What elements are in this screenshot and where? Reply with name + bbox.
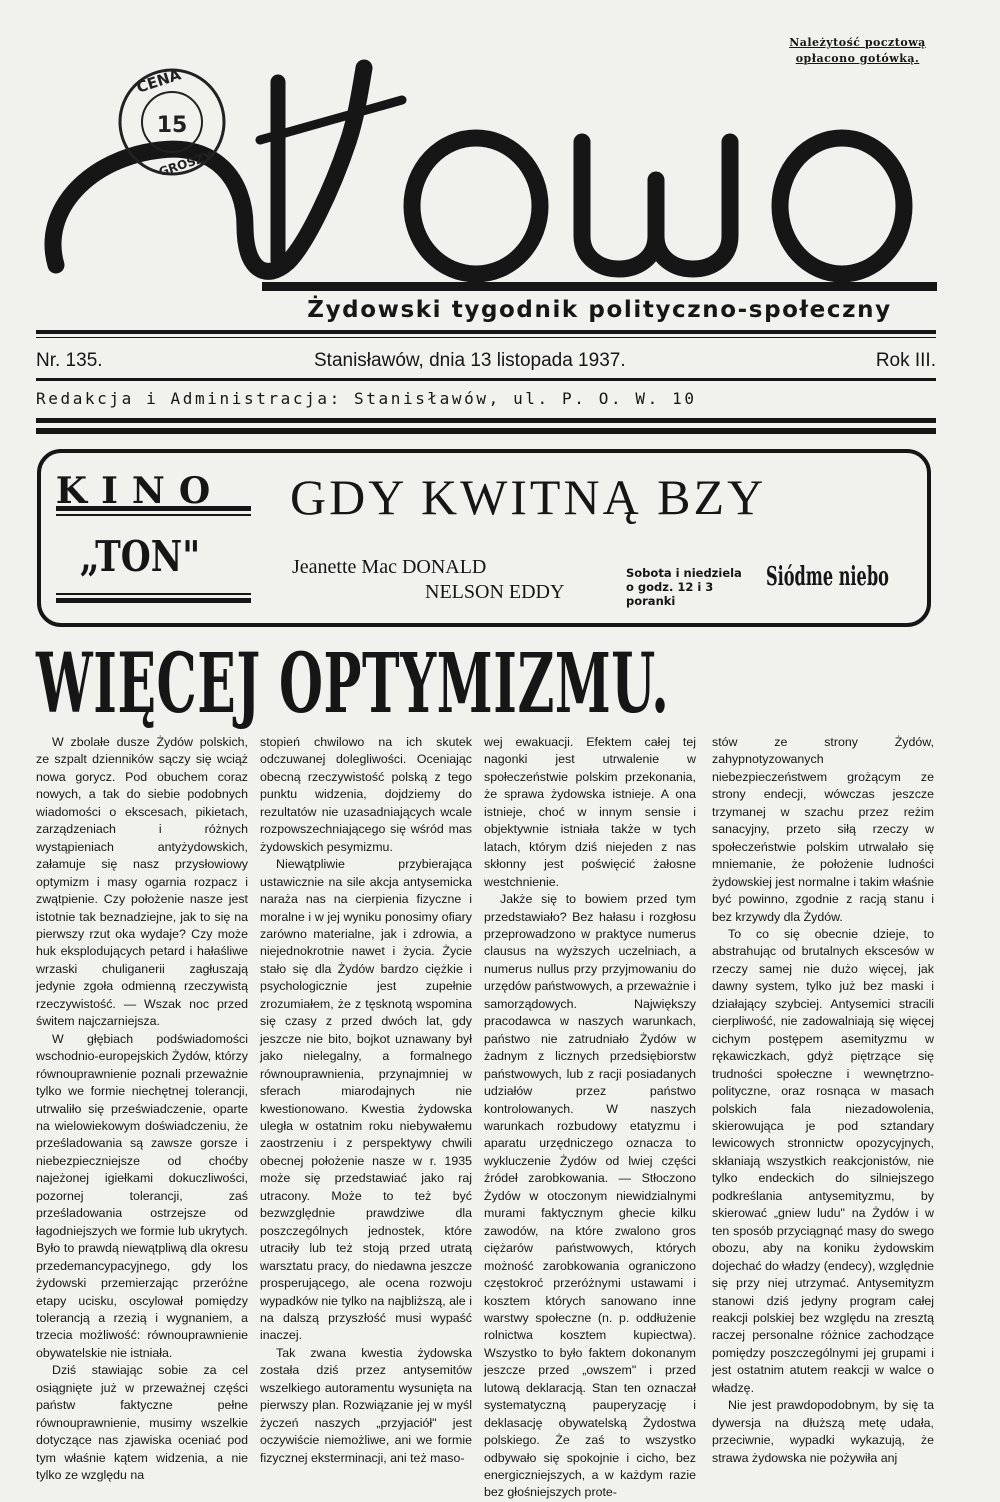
issue-date: Stanisławów, dnia 13 listopada 1937.: [314, 350, 626, 371]
advert-actor-1: Jeanette Mac DONALD: [292, 556, 487, 578]
masthead-subtitle: Żydowski tygodnik polityczno-społeczny: [307, 297, 892, 323]
postage-line-2: opłacono gotówką.: [795, 52, 920, 65]
paragraph: W głębiach podświadomości wschodnio-europejskich Żydów, którzy równouprawnienie poznali przeważnie tylko we formie niechętnej tolerancji, utrwaliło się przeświadczenie, oparte na wielowiekowym doświadczeniu, że prześladowania są zawsze gorsze i niebezpieczniejsze od choćby najeżonej igiełkami dokuczliwości, pozornej tolerancji, zaś prześladowania ostrzejsze od łagodniejszych we formie lub ukrytych. Było to prawdą niewątpliwą dla okresu przedemancypacyjnego, gdy los żydowski przemierzając przeróżne etapy ucisku, oscylował pomiędzy tolerancją a rzezią i wygnaniem, a trzecia możliwość: równouprawnienie obywatelskie nie istniała.: [36, 1031, 248, 1360]
advert-kino: KINO: [55, 470, 225, 512]
paragraph: Nie jest prawdopodobnym, by się ta dywersja na dłuższą metę udała, przeciwnie, wypadki wykazują, że strawa żydowska nie pożywiła anj: [712, 1398, 934, 1465]
issue-year: Rok III.: [875, 350, 936, 371]
advert-film-title: GDY KWITNĄ BZY: [290, 469, 767, 525]
advert-actor-2: NELSON EDDY: [425, 581, 565, 603]
paragraph: stopień chwilowo na ich skutek odczuwanej dolegliwości. Oceniając obecną rzeczywistość polską z tego punktu widzenia, dojdziemy do rezultatów nie uzasadniających wcale rozpowszechniającego się wśród mas żydowskich pesymizmu.: [260, 735, 472, 854]
issue-line: [36, 350, 936, 376]
postage-notice: [780, 35, 935, 67]
advert-matinee-line-1: Sobota i niedziela: [626, 566, 742, 580]
advert-matinee-film: Siódme niebo: [766, 562, 889, 592]
issue-rule: [36, 378, 936, 381]
stamp-top-text: CENA: [134, 65, 184, 97]
advert-cinema-name: „TON": [79, 532, 201, 581]
paragraph: wej ewakuacji. Efektem całej tej nagonki jest utrwalenie w społeczeństwie polskim przekonania, że sprawa żydowska istnieje. A ona istnieje, choć w innym sensie i objektywnie istniała także w tych latach, którym dziś niejeden z nas skłonny jest poświęcić żałosne westchnienie.: [484, 735, 696, 889]
paragraph: Dziś stawiając sobie za cel osiągnięte już w przeważnej części państw faktyczne pełne równouprawnienie, musimy wszelkie dotyczące nas zjawiska oceniać pod tym właśnie kątem widzenia, a nie tylko ze względu na: [36, 1363, 248, 1483]
issue-number: Nr. 135.: [36, 350, 103, 371]
masthead-rule-thick: [262, 282, 937, 291]
article-headline: WIĘCEJ OPTYMIZMU.: [36, 636, 670, 732]
stamp-circle-icon: [112, 62, 232, 182]
paragraph: stów ze strony Żydów, zahypnotyzowanych niebezpieczeństwem grożącym ze strony endecji, wówczas jeszcze trzymanej w szachu przez reżim sanacyjny, przeto siłą rzeczy w społeczeństwie polskim utrwalało się mniemanie, że położenie ludności żydowskiej jest normalne i takim właśnie być powinno, zgodnie z racją stanu i bez krzywdy dla Żydów.: [712, 735, 934, 924]
advert-matinee-line-2: o godz. 12 i 3 poranki: [626, 580, 714, 608]
paragraph: W zbolałe dusze Żydów polskich, ze szpalt dzienników sączy się wciąż nowa gorycz. Pod obuchem coraz nowych, a tak do siebie podobnych wiadomości o ekscesach, pikietach, zarządzeniach i różnych wystąpieniach antyżydowskich, załamuje się nasz przysłowiowy optymizm i masy ogarnia rozpacz i zwątpienie. Czy położenie nasze jest istotnie tak beznadziejne, jak to się na pierwszy rzut oka wydaje? Czy może huk eksplodujących petard i hałaśliwe wrzaski chuliganerii zagłuszają jedynie zgoła odmienną rzeczywistą rzeczywistość. — Wszak noc przed świtem najczarniejsza.: [36, 735, 248, 1029]
article-column-4: [712, 734, 934, 1467]
article-column-1: [36, 734, 248, 1484]
stamp-bottom-text: GROSZY: [157, 148, 215, 180]
subtitle-rule: [36, 330, 936, 334]
article-column-3: [484, 734, 696, 1502]
admin-rule-1: [36, 418, 936, 423]
advert-matinee: [626, 566, 761, 608]
postage-line-1: Należytość pocztową: [789, 36, 926, 49]
subtitle-rule-thin: [36, 337, 936, 338]
paragraph: Jakże się to bowiem przed tym przedstawiało? Bez hałasu i rozgłosu przeprowadzono w praktyce numerus clausus na wyższych uczelniach, a numerus nullus przy przyjmowaniu do urzędów państwowych, a przeważnie i samorządowych. Największy pracodawca w naszych warunkach, państwo nie zatrudniało Żydów w żadnym z licznych przedsiębiorstw państwowych, lub z racji posiadanych udziałów przez państwo kontrolowanych. W naszych warunkach rozbudowy etatyzmu i aparatu urzędniczego oznacza to wykluczenie Żydów od lwiej części źródeł zarobkowania. — Stłoczono Żydów w otoczonym niewidzialnymi murami faktycznym ghecie kilku zawodów, na które zwalono gros ciężarów państwowych, których możność zarobkowania ograniczono częstokroć przeróżnymi ustawami i kosztem których sanowano inne warstwy społeczne (n. p. oddłużenie rolnictwa kosztem kupiectwa). Wszystko to było faktem dokonanym jeszcze przed „owszem" i przed lutową deklaracją. Stan ten oznaczał systematyczną pauperyzację i deklasację obywatelską Żydostwa polskiego. Że zaś to wszystko odbywało się spokojnie i cicho, bez energiczniejszych, a w każdym razie bez głośniejszych prote-: [484, 892, 696, 1500]
price-stamp: [112, 62, 232, 182]
article-column-2: [260, 734, 472, 1467]
paragraph: Niewątpliwie przybierająca ustawicznie na sile akcja antysemicka naraża nas na cierpienia fizyczne i moralne i w jej wyniku ponosimy ofiary zarówno materialne, jak i zdrowia, a niejednokrotnie nawet i życia. Życie stało się dla Żydów bardzo ciężkie i psychologicznie jest zupełnie zrozumiałem, że z tęsknotą wspomina się czasy z przed dwóch lat, gdy jeszcze nie bito, bojkot uznawany był jako nielegalny, a formalnego równouprawnienia, przynajmniej w sferach miarodajnych nie kwestionowano. Kwestia żydowska uległa w ostatnim roku niebywałemu zaostrzeniu i z perspektywy chwili obecnej położenie nasze w r. 1935 może się przedstawiać jako raj utracony. Może to też być bezwzględnie prawdziwe dla poszczególnych jednostek, które utraciły lub też stoją przed utratą warsztatu pracy, do niedawna jeszcze prosperującego, ale ocena rozwoju wypadków nie tylko na najbliższą, ale i na dalszą przyszłość musi wypaść inaczej.: [260, 857, 472, 1343]
paragraph: To co się obecnie dzieje, to abstrahując od brutalnych ekscesów w rzeczy samej nie dużo więcej, jak dawny system, tylko już bez maski i działający szybciej. Antysemici stracili cierpliwość, nie zadowalniają się więcej cichym postępem asemityzmu w rękawiczkach, gdyż piętrzące się trudności społeczne i wewnętrzno-polityczne, oraz rosnąca w masach polskich fala niezadowolenia, skierowująca je pod sztandary lewicowych stronnictw opozycyjnych, skłaniają wszystkich reakcjonistów, nie tylko endeckich do silniejszego podkreślania antysemityzmu, by skierować „gniew ludu" na Żydów i w ten sposób przyciągnąć masy do swego obozu, aby na koniku żydowskim dojechać do władzy (endecy), względnie się przy niej utrzymać. Antysemityzm stanowi dziś jedyny program całej reakcji polskiej bez względu na zresztą raczej personalne różnice zachodzące pomiędzy poszczególnymi jej grupami i jest ostatnim atutem reakcji w walce o władzę.: [712, 926, 934, 1395]
administration-address: Redakcja i Administracja: Stanisławów, ul. P. O. W. 10: [36, 389, 697, 408]
stamp-price: 15: [156, 113, 188, 138]
admin-rule-2: [36, 428, 936, 434]
paragraph: Tak zwana kwestia żydowska została dziś przez antysemitów wszelkiego autoramentu wysunięta na pierwszy plan. Rozwiązanie jej w myśl życzeń naszych „przyjaciół" jest oczywiście niemożliwe, ani we formie fizycznej eksterminacji, ani też maso-: [260, 1345, 472, 1465]
